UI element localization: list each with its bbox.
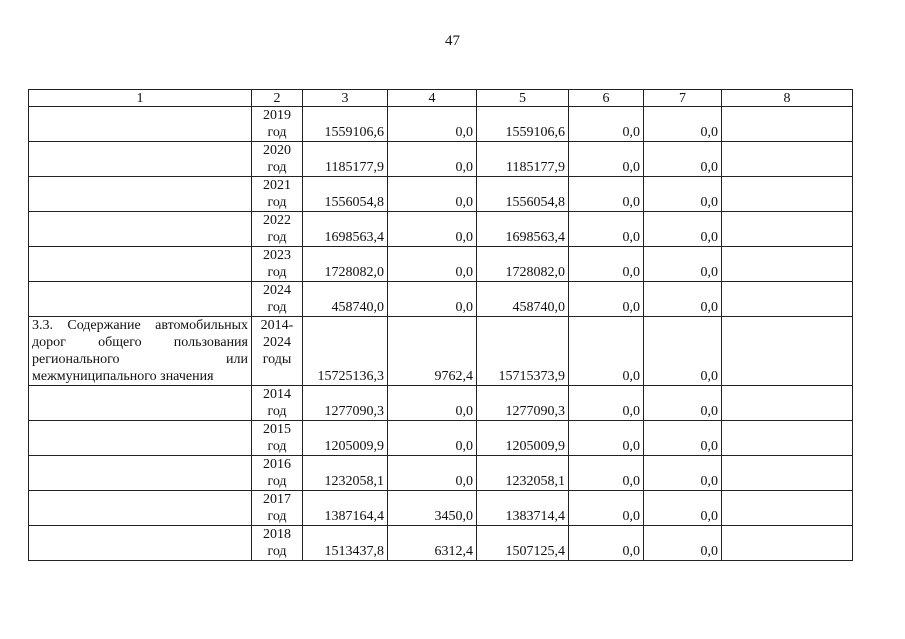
- cell-col-4: 0,0: [388, 212, 477, 247]
- period-line: год: [267, 474, 287, 489]
- column-header: 4: [388, 90, 477, 107]
- cell-col-8: [722, 386, 853, 421]
- column-header: 5: [477, 90, 569, 107]
- cell-col-4: 0,0: [388, 247, 477, 282]
- cell-col-3: 1387164,4: [303, 491, 388, 526]
- cell-col-4: 0,0: [388, 142, 477, 177]
- period-line: 2023: [263, 248, 291, 263]
- data-table: [28, 89, 853, 561]
- period-line: год: [267, 195, 287, 210]
- period-line: 2017: [263, 492, 291, 507]
- row-period: [252, 282, 303, 317]
- cell-col-5: 15715373,9: [477, 317, 569, 386]
- cell-col-8: [722, 212, 853, 247]
- row-period: [252, 107, 303, 142]
- period-line: год: [267, 160, 287, 175]
- row-description: [29, 177, 252, 212]
- row-period: [252, 386, 303, 421]
- cell-col-8: [722, 142, 853, 177]
- cell-col-3: 1559106,6: [303, 107, 388, 142]
- cell-col-5: 1383714,4: [477, 491, 569, 526]
- cell-col-8: [722, 107, 853, 142]
- column-header: 8: [722, 90, 853, 107]
- cell-col-4: 0,0: [388, 421, 477, 456]
- row-description: [29, 107, 252, 142]
- cell-col-7: 0,0: [644, 247, 722, 282]
- cell-col-7: 0,0: [644, 491, 722, 526]
- table-row: [29, 317, 853, 386]
- period-line: 2020: [263, 143, 291, 158]
- cell-col-8: [722, 282, 853, 317]
- period-line: год: [267, 265, 287, 280]
- row-period: [252, 491, 303, 526]
- cell-col-3: 1556054,8: [303, 177, 388, 212]
- column-header: 3: [303, 90, 388, 107]
- cell-col-3: 1277090,3: [303, 386, 388, 421]
- table-row: [29, 107, 853, 142]
- row-description: [29, 491, 252, 526]
- cell-col-7: 0,0: [644, 317, 722, 386]
- table-row: [29, 177, 853, 212]
- cell-col-7: 0,0: [644, 526, 722, 561]
- cell-col-8: [722, 247, 853, 282]
- row-period: [252, 177, 303, 212]
- period-line: 2014-: [260, 318, 294, 333]
- cell-col-6: 0,0: [569, 142, 644, 177]
- cell-col-5: 1507125,4: [477, 526, 569, 561]
- cell-col-3: 1513437,8: [303, 526, 388, 561]
- table-row: [29, 421, 853, 456]
- period-line: год: [267, 439, 287, 454]
- cell-col-4: 0,0: [388, 386, 477, 421]
- cell-col-7: 0,0: [644, 177, 722, 212]
- period-line: год: [267, 404, 287, 419]
- cell-col-6: 0,0: [569, 212, 644, 247]
- cell-col-7: 0,0: [644, 107, 722, 142]
- cell-col-3: 1205009,9: [303, 421, 388, 456]
- cell-col-8: [722, 421, 853, 456]
- period-line: год: [267, 544, 287, 559]
- cell-col-7: 0,0: [644, 212, 722, 247]
- table-row: [29, 491, 853, 526]
- table-row: [29, 526, 853, 561]
- period-line: 2019: [263, 108, 291, 123]
- row-description: [29, 421, 252, 456]
- cell-col-3: 1728082,0: [303, 247, 388, 282]
- period-line: 2024: [263, 283, 291, 298]
- table-header-row: [29, 90, 853, 107]
- period-line: 2022: [263, 213, 291, 228]
- row-description: [29, 247, 252, 282]
- cell-col-6: 0,0: [569, 456, 644, 491]
- cell-col-5: 1277090,3: [477, 386, 569, 421]
- cell-col-3: 1698563,4: [303, 212, 388, 247]
- cell-col-5: 1205009,9: [477, 421, 569, 456]
- cell-col-4: 0,0: [388, 107, 477, 142]
- row-period: [252, 247, 303, 282]
- cell-col-6: 0,0: [569, 386, 644, 421]
- column-header: 1: [29, 90, 252, 107]
- period-line: 2024: [263, 335, 291, 350]
- row-description: [29, 456, 252, 491]
- row-period: [252, 142, 303, 177]
- row-description: [29, 282, 252, 317]
- cell-col-7: 0,0: [644, 456, 722, 491]
- cell-col-8: [722, 526, 853, 561]
- cell-col-5: 1698563,4: [477, 212, 569, 247]
- period-line: год: [267, 509, 287, 524]
- cell-col-7: 0,0: [644, 282, 722, 317]
- period-line: 2021: [263, 178, 291, 193]
- cell-col-3: 1232058,1: [303, 456, 388, 491]
- description-line: 3.3. Содержание автомобильных: [32, 318, 248, 333]
- cell-col-8: [722, 456, 853, 491]
- period-line: 2018: [263, 527, 291, 542]
- table-row: [29, 142, 853, 177]
- cell-col-4: 9762,4: [388, 317, 477, 386]
- table-row: [29, 282, 853, 317]
- cell-col-5: 1559106,6: [477, 107, 569, 142]
- row-period: [252, 317, 303, 386]
- cell-col-6: 0,0: [569, 526, 644, 561]
- row-period: [252, 212, 303, 247]
- period-line: год: [267, 125, 287, 140]
- period-line: 2014: [263, 387, 291, 402]
- period-line: 2016: [263, 457, 291, 472]
- row-description: [29, 386, 252, 421]
- row-period: [252, 526, 303, 561]
- row-description: [29, 212, 252, 247]
- period-line: 2015: [263, 422, 291, 437]
- column-header: 7: [644, 90, 722, 107]
- cell-col-4: 0,0: [388, 456, 477, 491]
- row-period: [252, 456, 303, 491]
- cell-col-5: 1232058,1: [477, 456, 569, 491]
- cell-col-7: 0,0: [644, 142, 722, 177]
- table-row: [29, 456, 853, 491]
- cell-col-3: 458740,0: [303, 282, 388, 317]
- cell-col-5: 1556054,8: [477, 177, 569, 212]
- cell-col-6: 0,0: [569, 107, 644, 142]
- cell-col-6: 0,0: [569, 247, 644, 282]
- cell-col-6: 0,0: [569, 491, 644, 526]
- period-line: годы: [262, 352, 292, 367]
- cell-col-4: 6312,4: [388, 526, 477, 561]
- cell-col-5: 1728082,0: [477, 247, 569, 282]
- cell-col-6: 0,0: [569, 317, 644, 386]
- row-description: [29, 317, 252, 386]
- table-row: [29, 386, 853, 421]
- row-description: [29, 142, 252, 177]
- cell-col-8: [722, 177, 853, 212]
- cell-col-7: 0,0: [644, 386, 722, 421]
- cell-col-5: 458740,0: [477, 282, 569, 317]
- cell-col-5: 1185177,9: [477, 142, 569, 177]
- column-header: 2: [252, 90, 303, 107]
- cell-col-4: 0,0: [388, 282, 477, 317]
- period-line: год: [267, 230, 287, 245]
- cell-col-8: [722, 491, 853, 526]
- cell-col-8: [722, 317, 853, 386]
- cell-col-6: 0,0: [569, 177, 644, 212]
- description-line: дорог общего пользования: [32, 335, 248, 350]
- table-row: [29, 212, 853, 247]
- period-line: год: [267, 300, 287, 315]
- cell-col-6: 0,0: [569, 421, 644, 456]
- description-line: регионального или: [32, 352, 248, 367]
- description-line: межмуниципального значения: [32, 369, 214, 384]
- cell-col-4: 3450,0: [388, 491, 477, 526]
- page-number: 47: [445, 33, 460, 49]
- table-row: [29, 247, 853, 282]
- cell-col-7: 0,0: [644, 421, 722, 456]
- cell-col-3: 15725136,3: [303, 317, 388, 386]
- row-period: [252, 421, 303, 456]
- row-description: [29, 526, 252, 561]
- cell-col-6: 0,0: [569, 282, 644, 317]
- column-header: 6: [569, 90, 644, 107]
- cell-col-4: 0,0: [388, 177, 477, 212]
- cell-col-3: 1185177,9: [303, 142, 388, 177]
